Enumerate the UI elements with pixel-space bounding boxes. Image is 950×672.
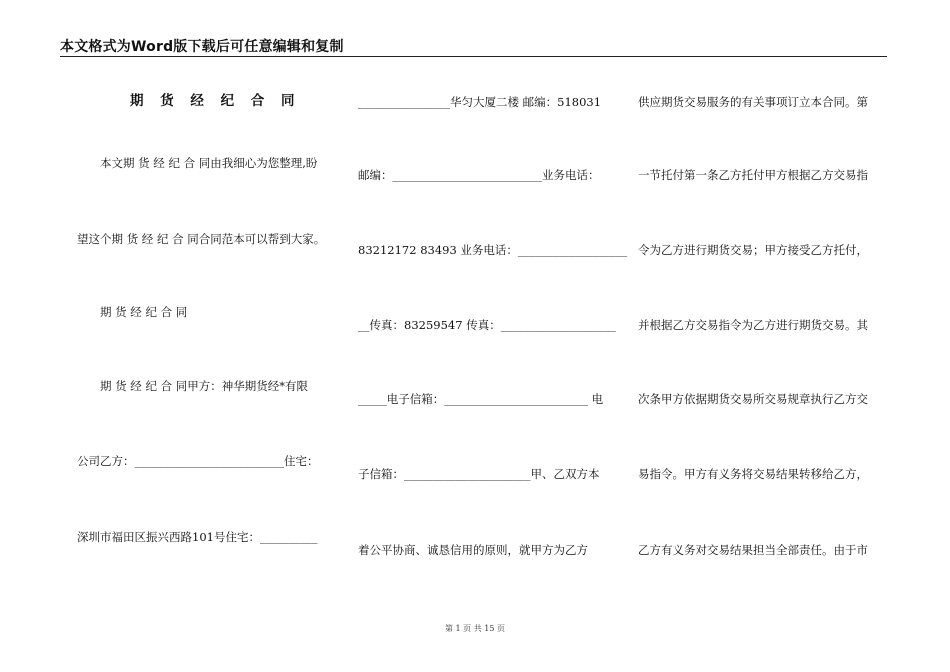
text-line: 子信箱：______________________甲、乙双方本 — [358, 467, 600, 481]
text-line: 本文期 货 经 纪 合 同由我细心为您整理,盼 — [100, 156, 318, 170]
text-line: 邮编：__________________________业务电话： — [358, 168, 600, 182]
text-line: __传真：83259547 传真：____________________ — [358, 318, 616, 332]
text-line: 次条甲方依据期货交易所交易规章执行乙方交 — [638, 392, 868, 406]
text-line: 并根据乙方交易指令为乙方进行期货交易。其 — [638, 318, 868, 332]
text-line: 望这个期 货 经 纪 合 同合同范本可以帮到大家。 — [77, 232, 326, 246]
text-line: 令为乙方进行期货交易；甲方接受乙方托付， — [638, 243, 868, 257]
text-line: 一节托付第一条乙方托付甲方根据乙方交易指 — [638, 168, 868, 182]
text-line: 期 货 经 纪 合 同甲方：神华期货经*有限 — [100, 379, 309, 393]
text-line: _____电子信箱：_________________________ 电 — [358, 392, 604, 406]
text-line: 深圳市福田区振兴西路101号住宅：__________ — [77, 530, 318, 544]
text-line: 公司乙方：__________________________住宅： — [77, 454, 319, 468]
text-line: 易指令。甲方有义务将交易结果转移给乙方， — [638, 467, 868, 481]
text-line: 期 货 经 纪 合 同 — [100, 305, 188, 319]
text-line: 着公平协商、诚恳信用的原则，就甲方为乙方 — [358, 543, 588, 557]
page-number: 第 1 页 共 15 页 — [445, 624, 505, 633]
contract-title: 期 货 经 纪 合 同 — [130, 93, 301, 109]
document-header — [60, 34, 887, 57]
text-line: 供应期货交易服务的有关事项订立本合同。第 — [638, 95, 868, 109]
text-line: ________________华匀大厦二楼 邮编：518031 — [358, 95, 602, 109]
text-line: 乙方有义务对交易结果担当全部责任。由于市 — [638, 543, 868, 557]
header-title: 本文格式为Word版下载后可任意编辑和复制 — [60, 39, 344, 55]
text-line: 83212172 83493 业务电话：___________________ — [358, 243, 628, 257]
